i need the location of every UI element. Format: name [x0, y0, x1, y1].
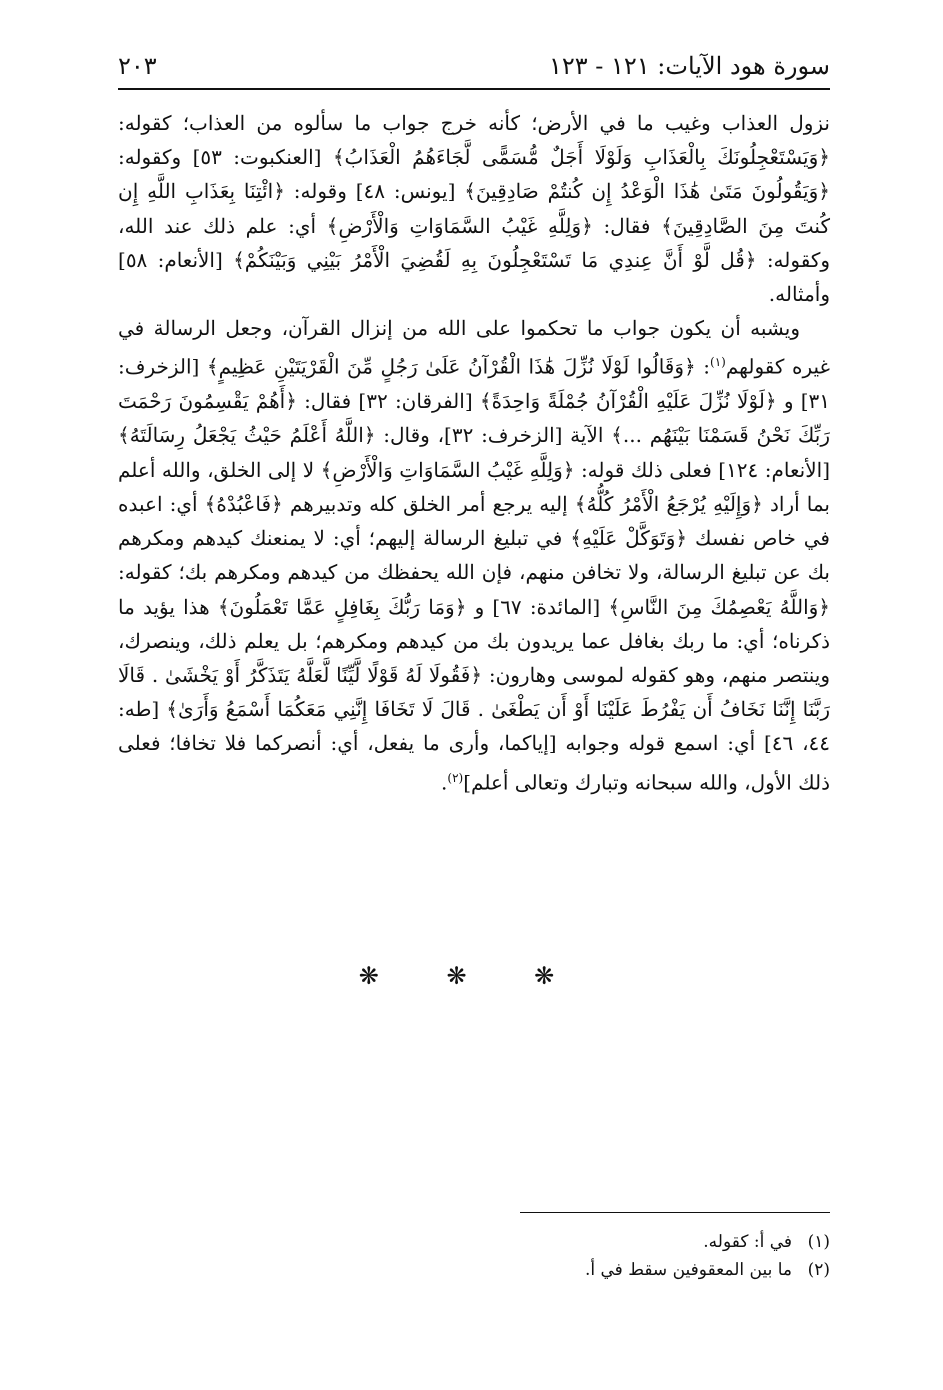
footnote-2-number: (٢) — [807, 1260, 830, 1280]
paragraph-2-text-a: ويشبه أن يكون جواب ما تحكموا على الله من إنزال القرآن، وجعل الرسالة في غيره كقولهم — [118, 316, 830, 380]
paragraph-2-end: . — [441, 770, 448, 795]
footnote-2-text: ما بين المعقوفين سقط في أ. — [584, 1260, 792, 1280]
footnote-ref-2: (٢) — [447, 770, 464, 785]
running-title: سورة هود الآيات: ١٢١ - ١٢٣ — [548, 52, 830, 80]
footnotes — [118, 1228, 830, 1284]
paragraph-2-text-b: : ﴿وَقَالُوا لَوْلَا نُزِّلَ هَٰذَا الْقُرْآنُ عَلَىٰ رَجُلٍ مِّنَ الْقَرْيَتَيْنِ عَظِيمٍ﴾ [الزخرف: ٣١] و ﴿لَوْلَا نُزِّلَ عَلَيْهِ الْقُرْآنُ جُمْلَةً وَاحِدَةً﴾ [الفرقان: ٣٢] فقال: ﴿أَهُمْ يَقْسِمُونَ رَحْمَتَ رَبِّكَ نَحْنُ قَسَمْنَا بَيْنَهُم ...﴾ الآية [الزخرف: ٣٢]، وقال: ﴿اللَّهُ أَعْلَمُ حَيْثُ يَجْعَلُ رِسَالَتَهُ﴾ [الأنعام: ١٢٤] فعلى ذلك قوله: ﴿وَلِلَّهِ غَيْبُ السَّمَاوَاتِ وَالْأَرْضِ﴾ لا إلى الخلق، والله أعلم بما أراد ﴿وَإِلَيْهِ يُرْجَعُ الْأَمْرُ كُلُّهُ﴾ إليه يرجع أمر الخلق كله وتدبيرهم ﴿فَاعْبُدْهُ﴾ أي: اعبده في خاص نفسك ﴿وَتَوَكَّلْ عَلَيْهِ﴾ في تبليغ الرسالة إليهم؛ أي: لا يمنعنك كيدهم ومكرهم بك عن تبليغ الرسالة، ولا تخافن منهم، فإن الله يحفظك من كيدهم ومكرهم بك؛ كقوله: ﴿وَاللَّهُ يَعْصِمُكَ مِنَ النَّاسِ﴾ [المائدة: ٦٧] و ﴿وَمَا رَبُّكَ بِغَافِلٍ عَمَّا تَعْمَلُونَ﴾ هذا يؤيد ما ذكرناه؛ أي: ما ربك بغافل عما يريدون بك من كيدهم ومكرهم؛ بل يعلم ذلك، وينصرك، وينتصر منهم، وهو كقوله لموسى وهارون: ﴿فَقُولَا لَهُ قَوْلًا لَّيِّنًا لَّعَلَّهُ يَتَذَكَّرُ أَوْ يَخْشَىٰ . قَالَا رَبَّنَا إِنَّنَا نَخَافُ أَن يَفْرُطَ عَلَيْنَا أَوْ أَن يَطْغَىٰ . قَالَ لَا تَخَافَا إِنَّنِي مَعَكُمَا أَسْمَعُ وَأَرَىٰ﴾ [طه: ٤٤، ٤٦] أي: اسمع قوله وجوابه [إياكما، وأرى ما يفعل، أي: أنصركما فلا تخافا؛ فعلى ذلك الأول، والله سبحانه وتبارك وتعالى أعلم] — [118, 355, 831, 795]
footnote-rule — [520, 1212, 830, 1213]
section-separator: ❋ ❋ ❋ — [358, 962, 585, 990]
footnote-2 — [118, 1256, 830, 1284]
page-header — [118, 46, 830, 86]
main-text — [118, 106, 830, 799]
footnote-1-number: (١) — [807, 1232, 830, 1252]
footnote-ref-1: (١) — [710, 355, 726, 370]
page-number: ٢٠٣ — [118, 52, 157, 80]
paragraph-1 — [118, 106, 830, 311]
paragraph-2 — [118, 311, 830, 799]
footnote-1-text: في أ: كقوله. — [703, 1232, 792, 1252]
paragraph-1-text: نزول العذاب وغيب ما في الأرض؛ كأنه خرج جواب ما سألوه من العذاب؛ كقوله: ﴿وَيَسْتَعْجِلُونَكَ بِالْعَذَابِ وَلَوْلَا أَجَلٌ مُّسَمًّى لَّجَاءَهُمُ الْعَذَابُ﴾ [العنكبوت: ٥٣] وكقوله: ﴿وَيَقُولُونَ مَتَىٰ هَٰذَا الْوَعْدُ إِن كُنتُمْ صَادِقِينَ﴾ [يونس: ٤٨] وقوله: ﴿ائْتِنَا بِعَذَابِ اللَّهِ إِن كُنتَ مِنَ الصَّادِقِينَ﴾ فقال: ﴿وَلِلَّهِ غَيْبُ السَّمَاوَاتِ وَالْأَرْضِ﴾ أي: علم ذلك عند الله، وكقوله: ﴿قُل لَّوْ أَنَّ عِندِي مَا تَسْتَعْجِلُونَ بِهِ لَقُضِيَ الْأَمْرُ بَيْنِي وَبَيْنَكُمْ﴾ [الأنعام: ٥٨] وأمثاله. — [118, 111, 830, 307]
header-rule — [118, 88, 830, 90]
footnote-1 — [118, 1228, 830, 1256]
